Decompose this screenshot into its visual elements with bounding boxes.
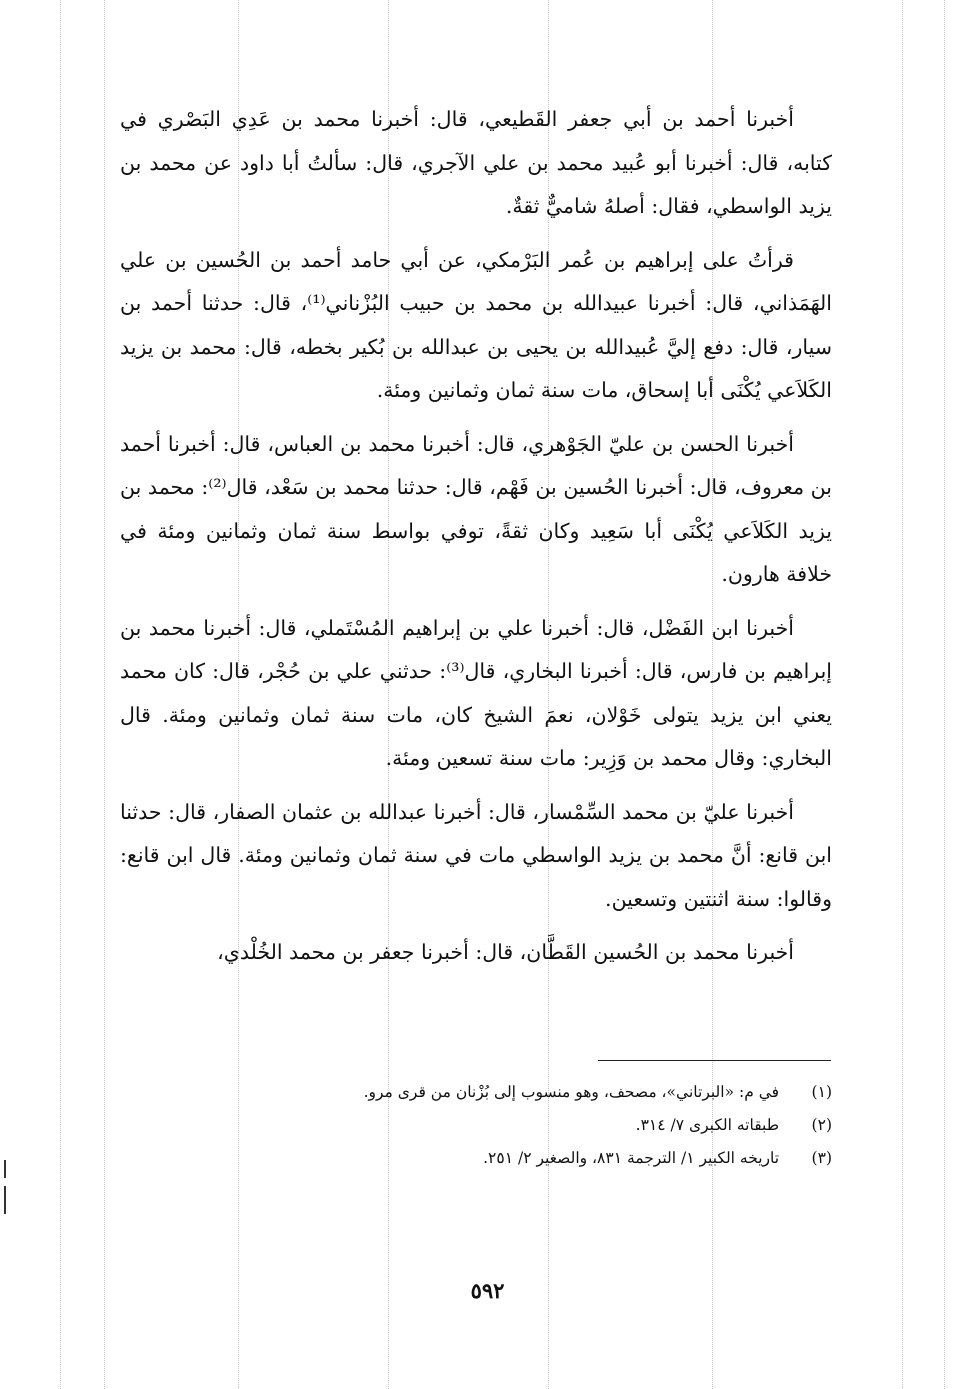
page-number: ٥٩٢ bbox=[470, 1278, 505, 1303]
footnote-number: (٣) bbox=[811, 1149, 832, 1167]
paragraph-1: أخبرنا أحمد بن أبي جعفر القَطيعي، قال: أخبرنا محمد بن عَدِي البَصْري في كتابه، قال: أخبرنا أبو عُبيد محمد بن علي الآجري، قال: سألتُ أبا داود عن محمد بن يزيد الواسطي، فقال: أصلهُ شاميٌّ ثقةٌ. bbox=[120, 107, 832, 218]
edge-mark bbox=[4, 1160, 6, 1178]
paragraph-2: قرأتُ على إبراهيم بن عُمر البَرْمكي، عن أبي حامد أحمد بن الحُسين بن علي الهَمَذاني، قال: أخبرنا عبيدالله بن محمد بن حبيب البُزْناني⁽¹⁾، قال: حدثنا أحمد بن سيار، قال: دفع إليَّ عُبيدالله بن يحيى بن عبدالله بن بُكير بخطه، قال: محمد بن يزيد الكَلاَعي يُكْنَى أبا إسحاق، مات سنة ثمان وثمانين ومئة. bbox=[120, 247, 832, 402]
footnote-text: في م: «البرتاني»، مصحف، وهو منسوب إلى بُزْنان من قرى مرو. bbox=[363, 1083, 780, 1101]
footnote-2 bbox=[200, 1109, 832, 1142]
guide-line bbox=[944, 0, 945, 1389]
main-text-body bbox=[120, 98, 832, 985]
guide-line bbox=[60, 0, 61, 1389]
guide-line bbox=[104, 0, 105, 1389]
footnote-number: (٢) bbox=[811, 1116, 832, 1134]
footnote-text: تاريخه الكبير ١/ الترجمة ٨٣١، والصغير ٢/ ٢٥١. bbox=[483, 1149, 780, 1167]
paragraph-3: أخبرنا الحسن بن عليّ الجَوْهري، قال: أخبرنا محمد بن العباس، قال: أخبرنا أحمد بن معروف، قال: أخبرنا الحُسين بن فَهْم، قال: حدثنا محمد بن سَعْد، قال⁽²⁾: محمد بن يزيد الكَلاَعي يُكْنَى أبا سَعِيد وكان ثقةً، توفي بواسط سنة ثمان وثمانين ومئة في خلافة هارون. bbox=[120, 431, 832, 586]
paragraph-6: أخبرنا محمد بن الحُسين القَطَّان، قال: أخبرنا جعفر بن محمد الخُلْدي، bbox=[217, 940, 794, 964]
footnote-3 bbox=[200, 1142, 832, 1175]
footnote-text: طبقاته الكبرى ٧/ ٣١٤. bbox=[635, 1116, 780, 1134]
paragraph-4: أخبرنا ابن الفَضْل، قال: أخبرنا علي بن إبراهيم المُسْتَملي، قال: أخبرنا محمد بن إبراهيم بن فارس، قال: أخبرنا البخاري، قال⁽³⁾: حدثني علي بن حُجْر، قال: كان محمد يعني ابن يزيد يتولى خَوْلان، نعمَ الشيخ كان، مات سنة ثمان وثمانين ومئة. قال البخاري: وقال محمد بن وَزِير: مات سنة تسعين ومئة. bbox=[120, 615, 832, 770]
footnote-1 bbox=[200, 1076, 832, 1109]
footnote-number: (١) bbox=[811, 1083, 832, 1101]
guide-line bbox=[902, 0, 903, 1389]
edge-mark bbox=[4, 1186, 6, 1214]
paragraph-5: أخبرنا عليّ بن محمد السِّمْسار، قال: أخبرنا عبدالله بن عثمان الصفار، قال: حدثنا ابن قانع: أنَّ محمد بن يزيد الواسطي مات في سنة ثمان وثمانين ومئة. قال ابن قانع: وقالوا: سنة اثنتين وتسعين. bbox=[120, 799, 832, 911]
footnotes bbox=[200, 1076, 832, 1175]
footnote-separator bbox=[598, 1060, 831, 1061]
